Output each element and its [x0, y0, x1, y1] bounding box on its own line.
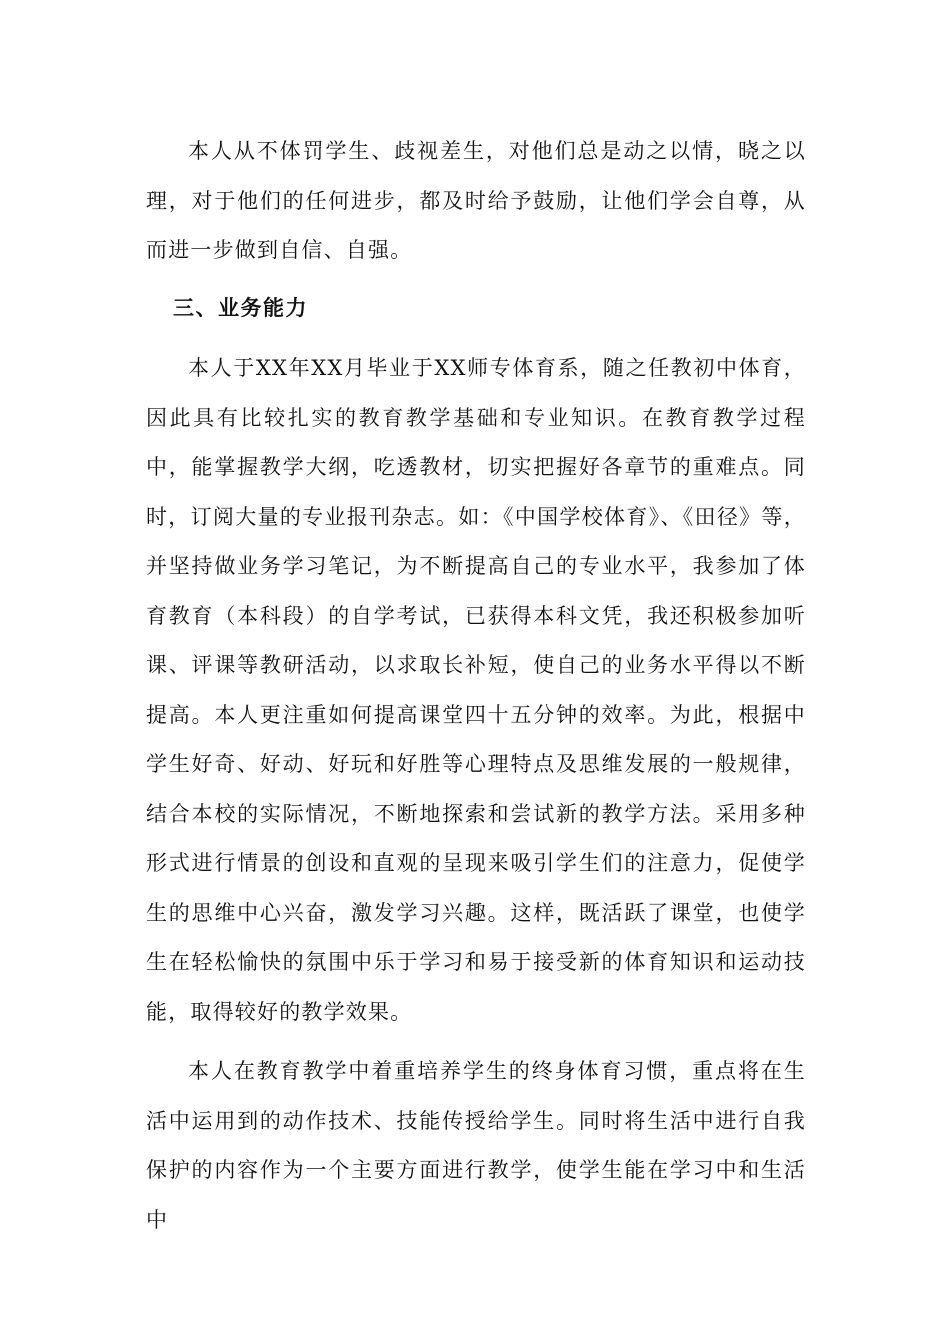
section-heading-business-ability: 三、业务能力	[173, 295, 308, 320]
paragraph-discipline: 本人从不体罚学生、歧视差生，对他们总是动之以情，晓之以理，对于他们的任何进步，都及时给予鼓励，让他们学会自尊，从而进一步做到自信、自强。	[146, 139, 806, 262]
paragraph-lifelong-sports-habits: 本人在教育教学中着重培养学生的终身体育习惯，重点将在生活中运用到的动作技术、技能传授给学生。同时将生活中进行自我保护的内容作为一个主要方面进行教学，使学生能在学习中和生活中	[146, 1059, 806, 1232]
paragraph-professional-background: 本人于XX年XX月毕业于XX师专体育系，随之任教初中体育，因此具有比较扎实的教育教学基础和专业知识。在教育教学过程中，能掌握教学大纲，吃透教材，切实把握好各章节的重难点。同时，订阅大量的专业报刊杂志。如：《中国学校体育》、《田径》等，并坚持做业务学习笔记，为不断提高自己的专业水平，我参加了体育教育（本科段）的自学考试，已获得本科文凭，我还积极参加听课、评课等教研活动，以求取长补短，使自己的业务水平得以不断提高。本人更注重如何提高课堂四十五分钟的效率。为此，根据中学生好奇、好动、好玩和好胜等心理特点及思维发展的一般规律，结合本校的实际情况，不断地探索和尝试新的教学方法。采用多种形式进行情景的创设和直观的呈现来吸引学生们的注意力，促使学生的思维中心兴奋，激发学习兴趣。这样，既活跃了课堂，也使学生在轻松愉快的氛围中乐于学习和易于接受新的体育知识和运动技能，取得较好的教学效果。	[146, 356, 806, 1024]
